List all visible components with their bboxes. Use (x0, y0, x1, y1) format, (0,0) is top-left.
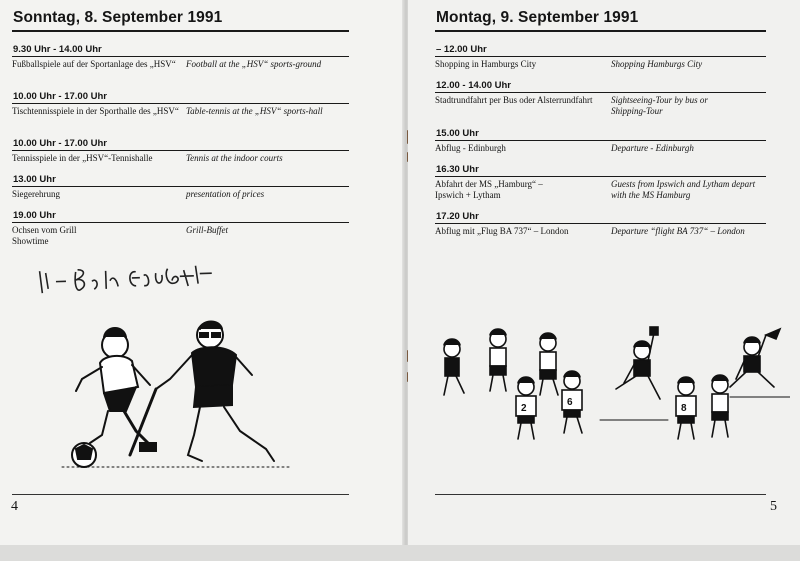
handwritten-signature (35, 259, 226, 305)
jersey-number: 2 (521, 403, 527, 414)
entry-english: Football at the „HSV“ sports-ground (186, 59, 322, 69)
background-surface (0, 545, 800, 561)
schedule-entry (435, 80, 766, 116)
right-page (408, 0, 800, 545)
schedule-entry (12, 138, 349, 164)
entry-time: 17.20 Uhr (436, 211, 479, 222)
entry-german: Shopping in Hamburgs City (435, 59, 537, 69)
time-rule (12, 103, 349, 104)
schedule-entry (12, 91, 349, 117)
entry-english: Table-tennis at the „HSV“ sports-hall (186, 106, 323, 116)
entry-time: 9.30 Uhr - 14.00 Uhr (13, 44, 102, 55)
schedule-entry (12, 210, 349, 246)
entry-german: Stadtrundfahrt per Bus oder Alsterrundfahrt (435, 95, 593, 105)
footer-rule (435, 494, 766, 495)
entry-german: Tennisspiele in der „HSV“-Tennishalle (12, 153, 153, 163)
footer-rule (12, 494, 349, 495)
time-rule (435, 92, 766, 93)
entry-german: Abflug mit „Flug BA 737“ – London (435, 226, 569, 236)
entry-time: – 12.00 Uhr (436, 44, 487, 55)
time-rule (435, 140, 766, 141)
time-rule (12, 222, 349, 223)
entry-german: Tischtennisspiele in der Sporthalle des „HSV“ (12, 106, 179, 116)
entry-german: Abflug - Edinburgh (435, 143, 506, 153)
left-page (0, 0, 404, 545)
schedule-entry (12, 44, 349, 70)
heading-rule (435, 30, 766, 32)
entry-time: 10.00 Uhr - 17.00 Uhr (13, 91, 107, 102)
time-rule (435, 176, 766, 177)
entry-time: 10.00 Uhr - 17.00 Uhr (13, 138, 107, 149)
time-rule (12, 150, 349, 151)
entry-english: presentation of prices (186, 189, 265, 199)
jersey-number: 6 (567, 397, 573, 408)
entry-time: 16.30 Uhr (436, 164, 479, 175)
left-page-heading: Sonntag, 8. September 1991 (13, 9, 223, 26)
schedule-entry (435, 44, 766, 70)
heading-rule (12, 30, 349, 32)
schedule-entry (435, 211, 766, 237)
signature-scribble (35, 259, 226, 300)
schedule-entry (12, 174, 349, 200)
entry-time: 19.00 Uhr (13, 210, 56, 221)
entry-english: Departure “flight BA 737“ – London (611, 226, 745, 236)
jersey-number: 8 (681, 403, 687, 414)
entry-time: 15.00 Uhr (436, 128, 479, 139)
schedule-entry (435, 128, 766, 154)
entry-english: Guests from Ipswich and Lytham depart with the MS Hamburg (611, 179, 756, 200)
players-cartoon (430, 325, 790, 450)
entry-german: Siegerehrung (12, 189, 60, 199)
entry-english: Shopping Hamburgs City (611, 59, 703, 69)
entry-time: 12.00 - 14.00 Uhr (436, 80, 511, 91)
time-rule (12, 186, 349, 187)
entry-german: Abfahrt der MS „Hamburg“ – Ipswich + Lytham (435, 179, 543, 200)
entry-time: 13.00 Uhr (13, 174, 56, 185)
entry-german: Ochsen vom Grill Showtime (12, 225, 77, 246)
entry-english: Departure - Edinburgh (611, 143, 694, 153)
entry-english: Tennis at the indoor courts (186, 153, 283, 163)
time-rule (12, 56, 349, 57)
time-rule (435, 223, 766, 224)
footballers-cartoon (60, 315, 300, 475)
time-rule (435, 56, 766, 57)
page-number: 4 (11, 499, 18, 514)
entry-english: Sightseeing-Tour by bus or Shipping-Tour (611, 95, 708, 116)
entry-english: Grill-Buffet (186, 225, 228, 235)
schedule-entry (435, 164, 766, 200)
right-page-heading: Montag, 9. September 1991 (436, 9, 639, 26)
entry-german: Fußballspiele auf der Sportanlage des „HSV“ (12, 59, 176, 69)
page-number: 5 (770, 499, 777, 514)
